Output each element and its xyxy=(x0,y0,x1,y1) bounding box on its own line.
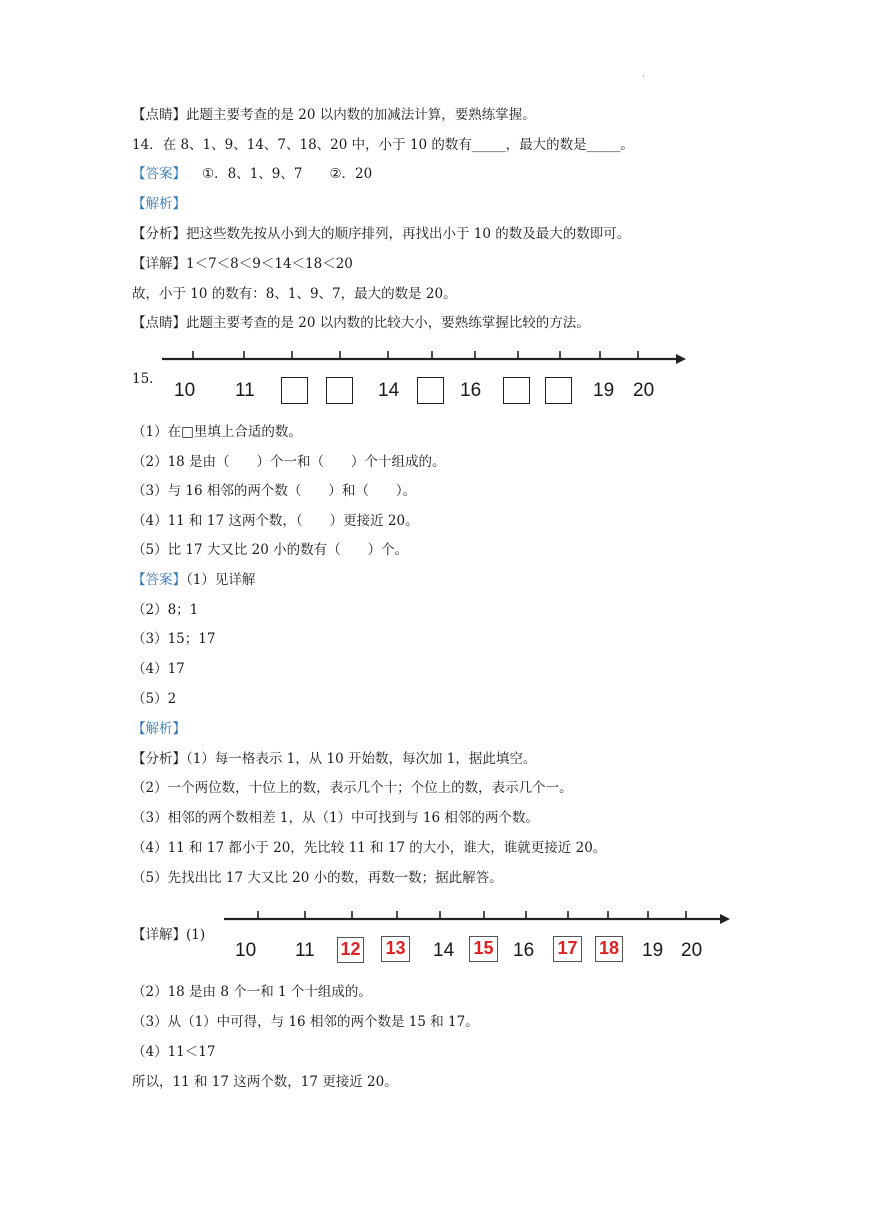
q15-answer-5: （5）2 xyxy=(132,691,177,707)
nl-label-11: 11 xyxy=(235,380,255,401)
fenxi-tag: 【分析】 xyxy=(132,226,186,242)
ans-nl-label-11: 11 xyxy=(295,940,315,961)
blank-box-18[interactable] xyxy=(545,377,572,404)
q14-xiangjie xyxy=(132,255,353,273)
answer-box-13: 13 xyxy=(381,936,410,962)
page-dot: · xyxy=(642,72,645,81)
q14-fenxi xyxy=(132,225,630,243)
blank-box-15[interactable] xyxy=(417,377,444,404)
q15-answer-1 xyxy=(132,571,255,589)
question-15-number: 15. xyxy=(132,371,154,387)
q15-answer-2: （2）8；1 xyxy=(132,602,199,618)
q15-xiangjie-1 xyxy=(132,926,205,944)
xiangjie-tag: 【详解】 xyxy=(132,256,186,272)
fenxi-tag: 【分析】 xyxy=(132,751,186,767)
nl-label-19: 19 xyxy=(593,380,615,401)
fenxi-text: （1）每一格表示 1，从 10 开始数，每次加 1，据此填空。 xyxy=(186,751,537,767)
answer-tag: 【答案】 xyxy=(132,166,186,182)
note-line xyxy=(132,106,536,124)
fenxi-text: 把这些数先按从小到大的顺序排列，再找出小于 10 的数及最大的数即可。 xyxy=(186,226,631,242)
number-line-question xyxy=(160,348,690,368)
note-text: 此题主要考查的是 20 以内数的加减法计算，要熟练掌握。 xyxy=(186,107,536,123)
answer-tag: 【答案】 xyxy=(132,572,186,588)
number-line-ticks xyxy=(258,911,686,919)
ans-nl-label-14: 14 xyxy=(433,940,455,961)
q15-sub-3: （3）与 16 相邻的两个数（ ）和（ ）。 xyxy=(132,483,417,499)
q15-fenxi-3: （3）相邻的两个数相差 1，从（1）中可找到与 16 相邻的两个数。 xyxy=(132,810,539,826)
dianjing-tag: 【点睛】 xyxy=(132,315,186,331)
answer-text: ①．8、1、9、7 ②．20 xyxy=(202,166,373,182)
ans-nl-label-19: 19 xyxy=(642,940,664,961)
answer-text: （1）见详解 xyxy=(186,572,256,588)
nl-label-16: 16 xyxy=(460,380,482,401)
blank-box-12[interactable] xyxy=(281,377,308,404)
q15-fenxi-4: （4）11 和 17 都小于 20，先比较 11 和 17 的大小，谁大，谁就更接近 20。 xyxy=(132,840,607,856)
nl-label-10: 10 xyxy=(174,380,196,401)
number-line-arrow xyxy=(676,354,686,364)
q14-dianjing xyxy=(132,314,590,332)
q15-sub-4: （4）11 和 17 这两个数，（ ）更接近 20。 xyxy=(132,513,419,529)
xiangjie-text: 1＜7＜8＜9＜14＜18＜20 xyxy=(186,256,353,272)
q14-answer xyxy=(132,165,372,183)
q14-analysis-tag: 【解析】 xyxy=(132,196,186,212)
q15-sub-1: （1）在□里填上合适的数。 xyxy=(132,424,302,440)
answer-box-17: 17 xyxy=(553,936,582,962)
nl-label-14: 14 xyxy=(378,380,400,401)
xiangjie-text: (1) xyxy=(186,927,206,943)
q15-xiangjie-5: 所以，11 和 17 这两个数，17 更接近 20。 xyxy=(132,1074,398,1090)
number-line-arrow xyxy=(720,914,730,924)
note-tag: 【点睛】 xyxy=(132,107,186,123)
q15-analysis-tag: 【解析】 xyxy=(132,721,186,737)
answer-box-15: 15 xyxy=(469,936,498,962)
q14-conclusion: 故，小于 10 的数有：8、1、9、7，最大的数是 20。 xyxy=(132,286,457,302)
q15-answer-4: （4）17 xyxy=(132,661,185,677)
q15-sub-2: （2）18 是由（ ）个一和（ ）个十组成的。 xyxy=(132,454,446,470)
number-line-answer xyxy=(222,908,734,928)
q15-xiangjie-3: （3）从（1）中可得，与 16 相邻的两个数是 15 和 17。 xyxy=(132,1014,479,1030)
blank-box-17[interactable] xyxy=(503,377,530,404)
q15-xiangjie-4: （4）11＜17 xyxy=(132,1044,216,1060)
q15-xiangjie-2: （2）18 是由 8 个一和 1 个十组成的。 xyxy=(132,984,372,1000)
q15-fenxi-2: （2）一个两位数，十位上的数，表示几个十；个位上的数，表示几个一。 xyxy=(132,780,573,796)
dianjing-text: 此题主要考查的是 20 以内数的比较大小，要熟练掌握比较的方法。 xyxy=(186,315,590,331)
ans-nl-label-20: 20 xyxy=(681,940,703,961)
number-line-ticks xyxy=(193,351,638,359)
ans-nl-label-16: 16 xyxy=(513,940,535,961)
q15-answer-3: （3）15；17 xyxy=(132,631,216,647)
q15-sub-5: （5）比 17 大又比 20 小的数有（ ）个。 xyxy=(132,542,409,558)
q15-fenxi-1 xyxy=(132,750,536,768)
answer-box-12: 12 xyxy=(337,937,364,963)
question-14: 14．在 8、1、9、14、7、18、20 中，小于 10 的数有_____，最大的数是_____。 xyxy=(132,137,634,153)
nl-label-20: 20 xyxy=(633,380,655,401)
xiangjie-tag: 【详解】 xyxy=(132,927,186,943)
ans-nl-label-10: 10 xyxy=(235,940,257,961)
blank-box-13[interactable] xyxy=(326,377,353,404)
answer-box-18: 18 xyxy=(595,936,623,962)
q15-fenxi-5: （5）先找出比 17 大又比 20 小的数，再数一数；据此解答。 xyxy=(132,870,503,886)
